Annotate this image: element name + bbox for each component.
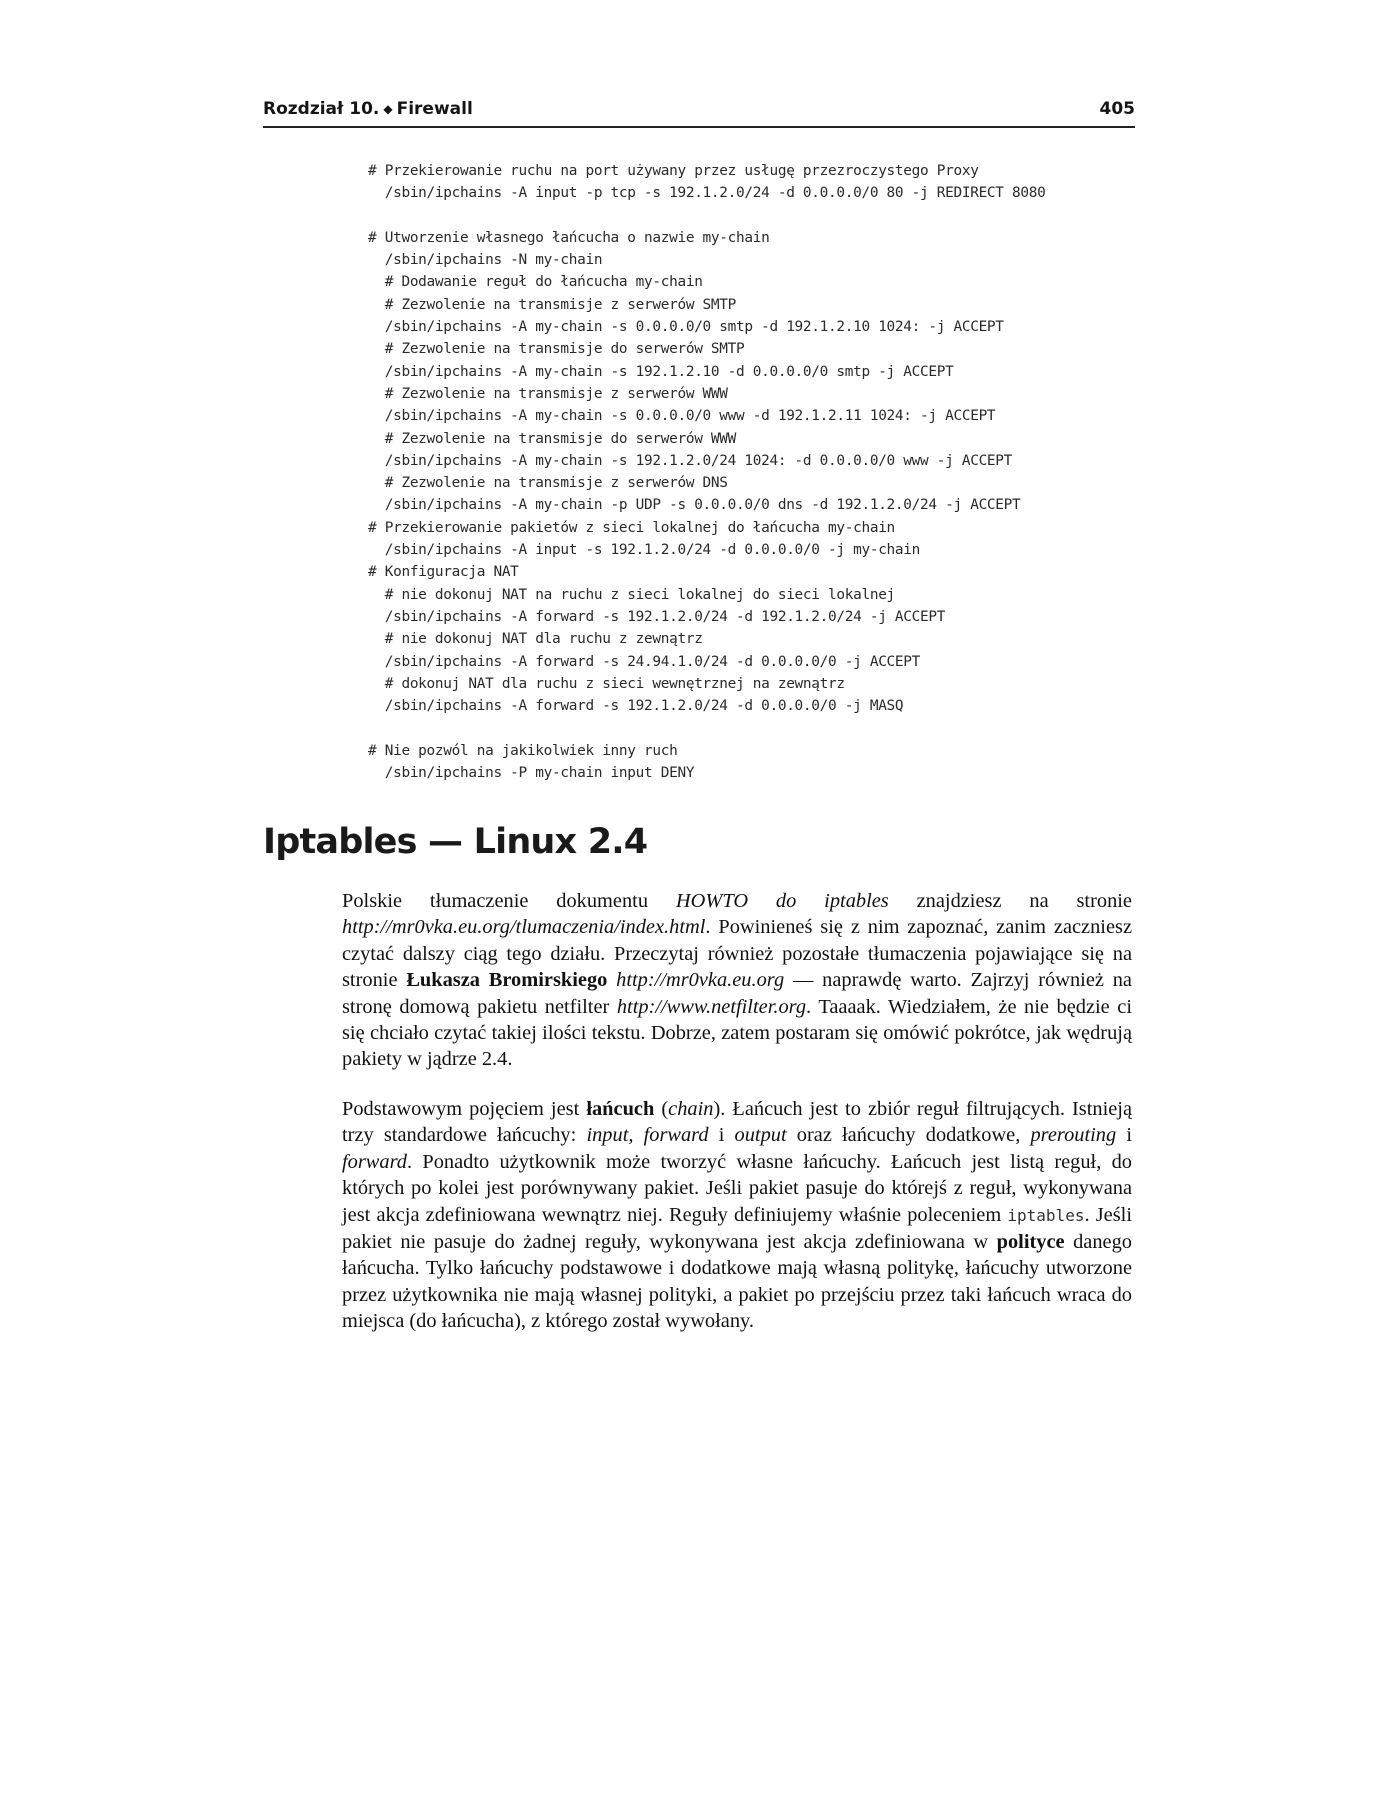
code-comment-line: # Utworzenie własnego łańcucha o nazwie my-chain <box>368 229 770 246</box>
code-command-line: /sbin/ipchains -A my-chain -s 192.1.2.10 -d 0.0.0.0/0 smtp -j ACCEPT <box>368 363 954 380</box>
code-command-line: /sbin/ipchains -A input -p tcp -s 192.1.2.0/24 -d 0.0.0.0/0 80 -j REDIRECT 8080 <box>368 185 1046 202</box>
code-comment-line: # nie dokonuj NAT dla ruchu z zewnątrz <box>368 631 703 648</box>
code-command-line: /sbin/ipchains -A my-chain -s 192.1.2.0/24 1024: -d 0.0.0.0/0 www -j ACCEPT <box>368 452 1013 469</box>
code-comment-line: # Przekierowanie ruchu na port używany przez usługę przezroczystego Proxy <box>368 163 979 179</box>
code-command-line: /sbin/ipchains -A my-chain -s 0.0.0.0/0 smtp -d 192.1.2.10 1024: -j ACCEPT <box>368 319 1004 336</box>
code-command-line: /sbin/ipchains -A forward -s 24.94.1.0/24 -d 0.0.0.0/0 -j ACCEPT <box>368 653 921 670</box>
header-rule <box>263 126 1135 128</box>
diamond-icon: ◆ <box>383 102 393 116</box>
term-polityce: polityce <box>996 1231 1065 1254</box>
code-comment-line: # nie dokonuj NAT na ruchu z sieci lokalnej do sieci lokalnej <box>368 586 895 603</box>
author-name: Łukasza Bromirskiego <box>406 969 608 992</box>
code-comment-line: # Zezwolenie na transmisje do serwerów WWW <box>368 430 737 447</box>
code-command-line: /sbin/ipchains -A input -s 192.1.2.0/24 -d 0.0.0.0/0 -j my-chain <box>368 542 921 559</box>
code-comment-line: # Zezwolenie na transmisje z serwerów WWW <box>368 385 728 402</box>
paragraph-2: Podstawowym pojęciem jest łańcuch (chain). Łańcuch jest to zbiór reguł filtrujących. Istnieją trzy standardowe łańcuchy: input, forward i output oraz łańcuchy dodatkowe, prerouting i forward. Ponadto użytkownik może tworzyć własne łańcuchy. Łańcuch jest listą reguł, do których po kolei jest porównywany pakiet. Jeśli pakiet pasuje do którejś z reguł, wykonywana jest akcja zdefiniowana wewnątrz niej. Reguły definiujemy właśnie poleceniem iptables. Jeśli pakiet nie pasuje do żadnej reguły, wykonywana jest akcja zdefiniowana w polityce danego łańcucha. Tylko łańcuchy podstawowe i dodatkowe mają własną politykę, łańcuchy utworzone przez użytkownika nie mają własnej polityki, a pakiet po przejściu przez taki łańcuch wraca do miejsca (do łańcucha), z którego został wywołany. <box>342 1098 1133 1333</box>
code-command-line: /sbin/ipchains -A forward -s 192.1.2.0/24 -d 0.0.0.0/0 -j MASQ <box>368 698 904 715</box>
code-comment-line: # Konfiguracja NAT <box>368 564 519 581</box>
code-comment-line: # Dodawanie reguł do łańcucha my-chain <box>368 274 703 291</box>
running-head-chapter: Rozdział 10. ◆ Firewall <box>263 99 473 119</box>
term-output: output <box>734 1124 787 1147</box>
running-head <box>263 99 1135 119</box>
code-command-line: /sbin/ipchains -A my-chain -p UDP -s 0.0.0.0/0 dns -d 192.1.2.0/24 -j ACCEPT <box>368 497 1021 514</box>
code-blank-line <box>368 717 1128 739</box>
paragraph-1: Polskie tłumaczenie dokumentu HOWTO do iptables znajdziesz na stronie http://mr0vka.eu.org/tlumaczenia/index.html. Powinieneś się z nim zapoznać, zanim zaczniesz czytać dalszy ciąg tego działu. Przeczytaj również pozostałe tłumaczenia pojawiające się na stronie Łukasza Bromirskiego http://mr0vka.eu.org — naprawdę warto. Zajrzyj również na stronę domową pakietu netfilter http://www.netfilter.org. Taaaak. Wiedziałem, że nie będzie ci się chciało czytać takiej ilości tekstu. Dobrze, zatem postaram się omówić pokrótce, jak wędrują pakiety w jądrze 2.4. <box>342 890 1132 1071</box>
term-lancuch: łańcuch <box>586 1098 655 1120</box>
code-command-line: /sbin/ipchains -A my-chain -s 0.0.0.0/0 www -d 192.1.2.11 1024: -j ACCEPT <box>368 408 996 425</box>
code-comment-line: # Przekierowanie pakietów z sieci lokalnej do łańcucha my-chain <box>368 519 895 536</box>
code-command-line: /sbin/ipchains -P my-chain input DENY <box>368 765 695 782</box>
term-chain: chain <box>668 1098 714 1120</box>
code-comment-line: # Zezwolenie na transmisje do serwerów SMTP <box>368 341 745 358</box>
code-command-line: /sbin/ipchains -A forward -s 192.1.2.0/24 -d 192.1.2.0/24 -j ACCEPT <box>368 608 946 625</box>
link-mr0vka[interactable]: http://mr0vka.eu.org <box>616 969 785 992</box>
inline-code-iptables: iptables <box>1007 1205 1085 1225</box>
code-comment-line: # dokonuj NAT dla ruchu z sieci wewnętrznej na zewnątrz <box>368 675 845 692</box>
code-command-line: /sbin/ipchains -N my-chain <box>368 252 603 269</box>
link-netfilter[interactable]: http://www.netfilter.org <box>616 995 807 1018</box>
code-listing <box>368 160 1128 784</box>
code-comment-line: # Zezwolenie na transmisje z serwerów DNS <box>368 475 728 492</box>
howto-title: HOWTO do iptables <box>675 890 889 912</box>
term-prerouting: prerouting <box>1030 1124 1117 1147</box>
code-comment-line: # Zezwolenie na transmisje z serwerów SMTP <box>368 296 737 313</box>
code-blank-line <box>368 205 1128 227</box>
code-comment-line: # Nie pozwól na jakikolwiek inny ruch <box>368 742 678 759</box>
term-forward: forward <box>342 1150 407 1173</box>
link-translations[interactable]: http://mr0vka.eu.org/tlumaczenia/index.html <box>342 916 706 939</box>
page-number: 405 <box>1099 99 1135 119</box>
term-input-forward: input, forward <box>586 1124 709 1147</box>
section-heading: Iptables — Linux 2.4 <box>263 822 648 862</box>
